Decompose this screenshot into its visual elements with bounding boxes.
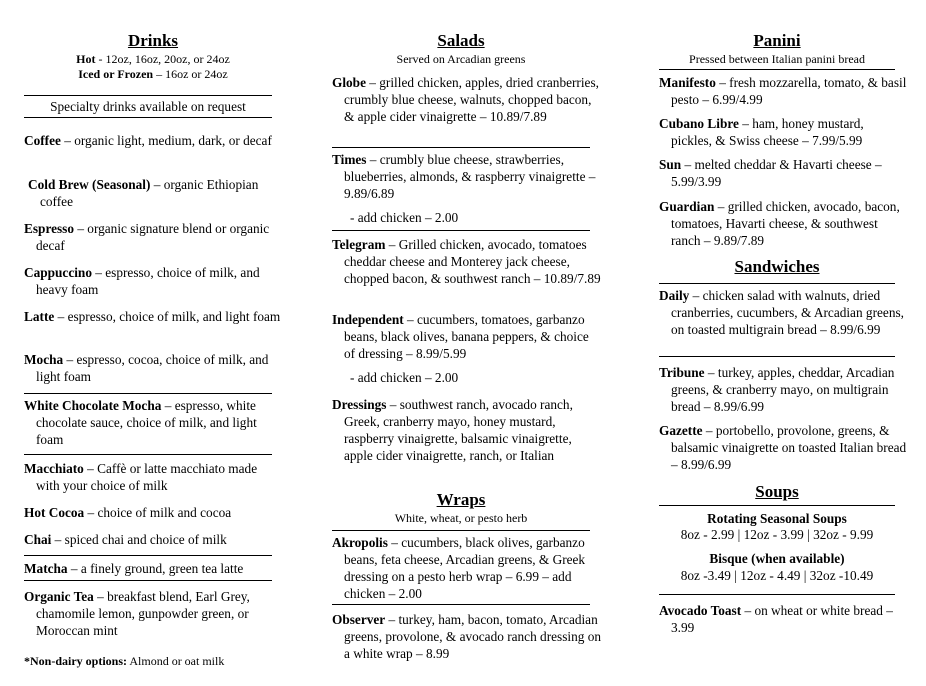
divider [659, 283, 895, 284]
menu-item-macchiato: Macchiato – Caffè or latte macchiato made with your choice of milk [24, 461, 258, 493]
menu-item-independent: Independent – cucumbers, tomatoes, garbanzo beans, black olives, banana peppers, & choice of dressing – 8.99/5.99 [332, 312, 589, 361]
menu-item-hot-cocoa: Hot Cocoa – choice of milk and cocoa [24, 505, 232, 520]
divider [659, 505, 895, 506]
menu-item-daily: Daily – chicken salad with walnuts, dried cranberries, cucumbers, & Arcadian greens, on toasted multigrain bread – 8.99/6.99 [659, 288, 904, 337]
menu-item-chai: Chai – spiced chai and choice of milk [24, 532, 227, 547]
menu-item-mocha: Mocha – espresso, cocoa, choice of milk, and light foam [24, 352, 269, 384]
menu-item-akropolis: Akropolis – cucumbers, black olives, garbanzo beans, feta cheese, Arcadian greens, & Greek dressing on a pesto herb wrap – 6.99 – add chicken – 2.00 [332, 535, 586, 601]
menu-item-guardian: Guardian – grilled chicken, avocado, bacon, tomatoes, Havarti cheese, & southwest ranch – 9.89/7.89 [659, 199, 900, 248]
salads-title: Salads [437, 31, 485, 50]
divider [659, 356, 895, 357]
menu-item-coffee: Coffee – organic light, medium, dark, or decaf [24, 133, 272, 148]
specialty-note: Specialty drinks available on request [50, 99, 246, 114]
menu-item-cubano-libre: Cubano Libre – ham, honey mustard, pickles, & Swiss cheese – 7.99/5.99 [659, 116, 864, 148]
add-chicken-note: - add chicken – 2.00 [350, 370, 459, 385]
menu-item-espresso: Espresso – organic signature blend or organic decaf [24, 221, 270, 253]
menu-item-matcha: Matcha – a finely ground, green tea latte [24, 561, 244, 576]
divider [332, 604, 590, 605]
menu-item-dressings: Dressings – southwest ranch, avocado ranch, Greek, cranberry mayo, honey mustard, raspberry vinaigrette, balsamic vinaigrette, apple cider vinaigrette, ranch, or Italian [332, 397, 573, 463]
bisque-title: Bisque (when available) [709, 551, 845, 566]
rotating-soups-prices: 8oz - 2.99 | 12oz - 3.99 | 32oz - 9.99 [680, 527, 874, 542]
menu-item-tribune: Tribune – turkey, apples, cheddar, Arcadian greens, & cranberry mayo, on multigrain bread – 8.99/6.99 [659, 365, 895, 414]
menu-item-times: Times – crumbly blue cheese, strawberries, blueberries, almonds, & raspberry vinaigrette – 9.89/6.89 [332, 152, 596, 201]
divider [24, 580, 272, 581]
divider [24, 95, 272, 96]
menu-item-cold-brew: Cold Brew (Seasonal) – organic Ethiopian coffee [28, 177, 259, 209]
divider [332, 530, 590, 531]
panini-title: Panini [753, 31, 801, 50]
menu-item-organic-tea: Organic Tea – breakfast blend, Earl Grey, chamomile lemon, gunpowder green, or Moroccan mint [24, 589, 250, 638]
sandwiches-title: Sandwiches [734, 257, 820, 276]
add-chicken-note: - add chicken – 2.00 [350, 210, 459, 225]
divider [659, 594, 895, 595]
menu-item-white-chocolate-mocha: White Chocolate Mocha – espresso, white chocolate sauce, choice of milk, and light foam [24, 398, 257, 447]
divider [332, 230, 590, 231]
hot-sizes: Hot - 12oz, 16oz, 20oz, or 24oz [76, 52, 230, 66]
menu-item-globe: Globe – grilled chicken, apples, dried cranberries, crumbly blue cheese, walnuts, chopped bacon, & apple cider vinaigrette – 10.89/7.89 [332, 75, 599, 124]
menu-item-avocado-toast: Avocado Toast – on wheat or white bread – 3.99 [659, 603, 893, 635]
wraps-title: Wraps [436, 490, 486, 509]
bisque-prices: 8oz -3.49 | 12oz - 4.49 | 32oz -10.49 [680, 568, 874, 583]
iced-sizes: Iced or Frozen – 16oz or 24oz [78, 67, 228, 81]
divider [24, 393, 272, 394]
nondairy-note: *Non-dairy options: Almond or oat milk [24, 654, 225, 668]
menu-item-manifesto: Manifesto – fresh mozzarella, tomato, & basil pesto – 6.99/4.99 [659, 75, 907, 107]
divider [24, 117, 272, 118]
divider [332, 147, 590, 148]
wraps-subtitle: White, wheat, or pesto herb [394, 511, 528, 525]
soups-title: Soups [755, 482, 799, 501]
menu-item-observer: Observer – turkey, ham, bacon, tomato, Arcadian greens, provolone, & avocado ranch dressing on a white wrap – 8.99 [332, 612, 601, 661]
menu-item-latte: Latte – espresso, choice of milk, and light foam [24, 309, 281, 324]
divider [659, 69, 895, 70]
menu-item-sun: Sun – melted cheddar & Havarti cheese – 5.99/3.99 [659, 157, 882, 189]
menu-item-telegram: Telegram – Grilled chicken, avocado, tomatoes cheddar cheese and Monterey jack cheese, chopped bacon, & southwest ranch – 10.89/7.89 [332, 237, 601, 286]
divider [24, 555, 272, 556]
panini-subtitle: Pressed between Italian panini bread [689, 52, 865, 66]
salads-subtitle: Served on Arcadian greens [396, 52, 526, 66]
menu-item-cappuccino: Cappuccino – espresso, choice of milk, and heavy foam [24, 265, 260, 297]
menu-item-gazette: Gazette – portobello, provolone, greens, & balsamic vinaigrette on toasted Italian bread – 8.99/6.99 [659, 423, 907, 472]
divider [24, 454, 272, 455]
drinks-title: Drinks [127, 31, 179, 50]
rotating-soups-title: Rotating Seasonal Soups [707, 511, 847, 526]
